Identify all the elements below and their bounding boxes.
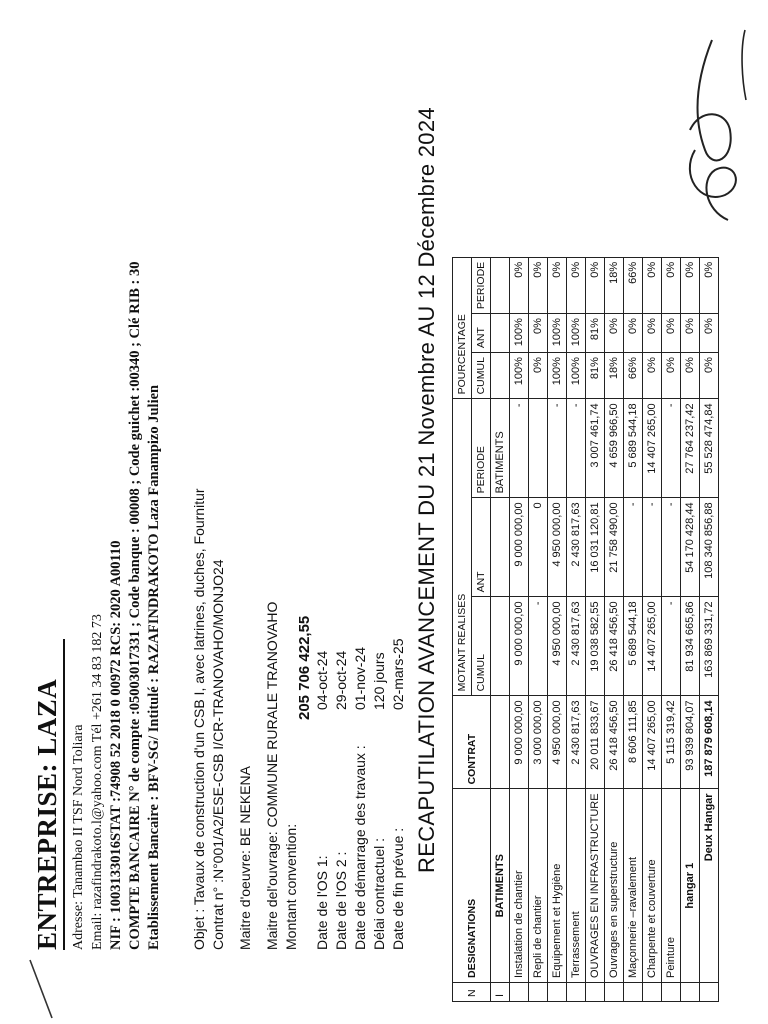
project-object: Objet : Tavaux de construction d'un CSB I, avec latrines, duches, Fournitur <box>191 488 207 950</box>
cell-pcumul: 81% <box>586 353 605 399</box>
row-n <box>567 983 586 1002</box>
cell-cumul: - <box>662 597 681 696</box>
cell-pcumul: 66% <box>624 353 643 399</box>
total-pperiode: 0% <box>700 257 719 313</box>
project-maitre-ouvrage: Maitre del'ouvrage: COMMUNE RURALE TRANOVAHO <box>264 601 280 950</box>
col-n: N <box>453 983 491 1002</box>
cell-pant: 0% <box>529 314 548 353</box>
total-pcumul: 0% <box>700 353 719 399</box>
table-subtotal-row <box>681 257 700 1001</box>
subtotal-pcumul: 0% <box>681 353 700 399</box>
cell-pperiode: 0% <box>567 257 586 313</box>
cell-ant: 4 950 000,00 <box>548 498 567 597</box>
cell-ant: 16 031 120,81 <box>586 498 605 597</box>
document-title: RECAPUTILATION AVANCEMENT DU 21 Novembre AU 12 Décembre 2024 <box>414 107 439 873</box>
row-n <box>586 983 605 1002</box>
cell-designation: OUVRAGES EN INFRASTRUCTURE <box>586 789 605 983</box>
table-row <box>567 257 586 1001</box>
cell-contrat: 2 430 817,63 <box>567 696 586 789</box>
date-label: Date de fin prévue : <box>390 827 406 950</box>
col-periode: PERIODE <box>472 399 491 498</box>
cell-pant: 0% <box>662 314 681 353</box>
cell-pant: 100% <box>510 314 529 353</box>
row-n <box>529 983 548 1002</box>
date-value: 04-oct-24 <box>314 650 330 710</box>
project-montant-value: 205 706 422,55 <box>296 615 313 720</box>
cell-pperiode: 0% <box>586 257 605 313</box>
date-label: Date de démarrage des travaux : <box>352 745 368 950</box>
cell-cumul: 19 038 582,55 <box>586 597 605 696</box>
company-bank: Etablissement Bancaire : BFV-SG/ Intitulé : RAZAFINDRAKOTO Laza Fanampizo Julien <box>146 384 162 950</box>
cell-pperiode: 0% <box>548 257 567 313</box>
company-header <box>32 70 164 950</box>
row-n <box>662 983 681 1002</box>
row-n <box>548 983 567 1002</box>
col-ant: ANT <box>472 498 491 597</box>
cell-cumul: 2 430 817,63 <box>567 597 586 696</box>
cell-pperiode: 0% <box>643 257 662 313</box>
row-n <box>624 983 643 1002</box>
cell-periode: - <box>548 399 567 498</box>
cell-designation: Peinture <box>662 789 681 983</box>
col-pcumul: CUMUL <box>472 353 491 399</box>
cell-cumul: 5 689 544,18 <box>624 597 643 696</box>
subtotal-ant: 54 170 428,44 <box>681 498 700 597</box>
row-n <box>605 983 624 1002</box>
date-value: 02-mars-25 <box>390 638 406 710</box>
recap-table <box>452 257 719 1002</box>
cell-ant: 0 <box>529 498 548 597</box>
cell-pcumul: 100% <box>510 353 529 399</box>
col-designations: DESIGNATIONS <box>453 789 491 983</box>
cell-pcumul: 100% <box>567 353 586 399</box>
cell-pperiode: 66% <box>624 257 643 313</box>
table-row <box>548 257 567 1001</box>
cell-cumul: 14 407 265,00 <box>643 597 662 696</box>
cell-pant: 0% <box>605 314 624 353</box>
total-label: Deux Hangar <box>700 789 719 983</box>
company-nif: NIF : 1003133016STAT :74908 52 2018 0 00972 RCS: 2020 A00110 <box>108 540 124 950</box>
section-n: I <box>491 983 510 1002</box>
cell-designation: Ouvrages en superstructure <box>605 789 624 983</box>
cell-periode: 5 689 544,18 <box>624 399 643 498</box>
cell-pcumul: 18% <box>605 353 624 399</box>
cell-contrat: 26 418 456,50 <box>605 696 624 789</box>
document-sheet <box>14 10 754 1010</box>
table-section-row <box>491 257 510 1001</box>
cell-cumul: 4 950 000,00 <box>548 597 567 696</box>
table-header-row <box>453 257 472 1001</box>
total-pant: 0% <box>700 314 719 353</box>
cell-contrat: 14 407 265,00 <box>643 696 662 789</box>
cell-pant: 0% <box>643 314 662 353</box>
table-row <box>643 257 662 1001</box>
cell-ant: 9 000 000,00 <box>510 498 529 597</box>
cell-ant: 2 430 817,63 <box>567 498 586 597</box>
cell-periode: - <box>567 399 586 498</box>
cell-designation: Terrassement <box>567 789 586 983</box>
row-n <box>643 983 662 1002</box>
table-total-row <box>700 257 719 1001</box>
cell-pant: 0% <box>624 314 643 353</box>
total-periode: 55 528 474,84 <box>700 399 719 498</box>
col-pperiode: PERIODE <box>472 257 491 313</box>
cell-pperiode: 18% <box>605 257 624 313</box>
col-cumul: CUMUL <box>472 597 491 696</box>
cell-contrat: 9 000 000,00 <box>510 696 529 789</box>
cell-contrat: 3 000 000,00 <box>529 696 548 789</box>
table-row <box>529 257 548 1001</box>
col-montant: MOTANT REALISES <box>453 399 472 696</box>
cell-ant: - <box>662 498 681 597</box>
cell-ant: - <box>643 498 662 597</box>
project-maitre-oeuvre: Maitre d'oeuvre: BE NEKENA <box>237 766 253 950</box>
date-label: Date de l'OS 1: <box>314 855 330 950</box>
subtotal-pperiode: 0% <box>681 257 700 313</box>
total-contrat: 187 879 608,14 <box>700 696 719 789</box>
project-montant-label: Montant convention: <box>283 823 299 950</box>
cell-pant: 100% <box>567 314 586 353</box>
date-row <box>390 530 409 950</box>
cell-contrat: 5 115 319,42 <box>662 696 681 789</box>
total-ant: 108 340 856,88 <box>700 498 719 597</box>
project-dates <box>314 530 409 950</box>
date-value: 120 jours <box>371 652 387 710</box>
cell-designation: Instalation de chantier <box>510 789 529 983</box>
table-row <box>586 257 605 1001</box>
cell-designation: Maçonnerie –ravalement <box>624 789 643 983</box>
table-row <box>624 257 643 1001</box>
col-pant: ANT <box>472 314 491 353</box>
col-contrat: CONTRAT <box>453 696 491 789</box>
cell-ant: 21 758 490,00 <box>605 498 624 597</box>
date-value: 01-nov-24 <box>352 646 368 710</box>
table-row <box>510 257 529 1001</box>
cell-periode: 14 407 265,00 <box>643 399 662 498</box>
subtotal-pant: 0% <box>681 314 700 353</box>
cell-cumul: - <box>529 597 548 696</box>
cell-designation: Repli de chantier <box>529 789 548 983</box>
subtotal-periode: 27 764 237,42 <box>681 399 700 498</box>
cell-cumul: 26 418 456,50 <box>605 597 624 696</box>
date-value: 29-oct-24 <box>333 650 349 710</box>
section-label: BATIMENTS <box>491 789 510 983</box>
cell-periode: - <box>662 399 681 498</box>
subtotal-label: hangar 1 <box>681 789 700 983</box>
date-row <box>314 530 333 950</box>
table-row <box>662 257 681 1001</box>
date-label: Délai contractuel : <box>371 837 387 950</box>
total-cumul: 163 869 331,72 <box>700 597 719 696</box>
cell-periode: 3 007 461,74 <box>586 399 605 498</box>
company-email: Email: razafindrakoto.l@yahoo.com Tél +261 34 83 182 73 <box>90 614 105 950</box>
cell-pcumul: 0% <box>643 353 662 399</box>
date-row <box>352 530 371 950</box>
table-row <box>605 257 624 1001</box>
table-body <box>510 257 681 1001</box>
row-n <box>510 983 529 1002</box>
cell-periode: 4 659 966,50 <box>605 399 624 498</box>
section-label-2: BATIMENTS <box>491 399 510 498</box>
date-row <box>333 530 352 950</box>
col-pourcentage: POURCENTAGE <box>453 257 472 399</box>
subtotal-contrat: 93 939 804,07 <box>681 696 700 789</box>
date-row <box>371 530 390 950</box>
project-contract: Contrat n° :N°001/A2/ESE-CSB I/CR-TRANOVAHO/MONJO24 <box>210 559 226 950</box>
company-address: Adresse: Tanambao II TSF Nord Toliara <box>71 724 86 950</box>
cell-pcumul: 100% <box>548 353 567 399</box>
subtotal-cumul: 81 934 665,86 <box>681 597 700 696</box>
company-title: ENTREPRISE: LAZA <box>32 639 65 950</box>
cell-pcumul: 0% <box>662 353 681 399</box>
cell-contrat: 8 606 111,85 <box>624 696 643 789</box>
cell-periode: - <box>510 399 529 498</box>
cell-designation: Equipement et Hygiène <box>548 789 567 983</box>
cell-ant: - <box>624 498 643 597</box>
cell-periode <box>529 399 548 498</box>
cell-pant: 81% <box>586 314 605 353</box>
cell-designation: Charpente et couverture <box>643 789 662 983</box>
cell-pant: 100% <box>548 314 567 353</box>
cell-contrat: 20 011 833,67 <box>586 696 605 789</box>
cell-pcumul: 0% <box>529 353 548 399</box>
project-info <box>190 50 301 950</box>
cell-pperiode: 0% <box>529 257 548 313</box>
date-label: Date de l'OS 2 : <box>333 851 349 950</box>
company-bank-account: COMPTE BANCAIRE N° de compte :05003017331 ; Code banque : 00008 ; Code guichet :00340 ; Clé RIB : 30 <box>127 261 143 950</box>
cell-pperiode: 0% <box>662 257 681 313</box>
cell-cumul: 9 000 000,00 <box>510 597 529 696</box>
cell-contrat: 4 950 000,00 <box>548 696 567 789</box>
cell-pperiode: 0% <box>510 257 529 313</box>
